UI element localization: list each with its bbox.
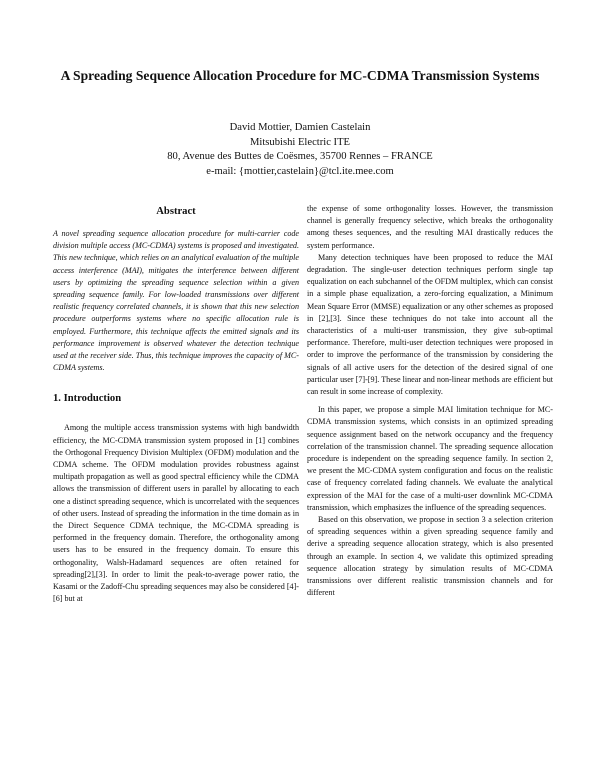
left-column <box>53 205 299 605</box>
right-paragraph-1: the expense of some orthogonality losses. However, the transmission channel is generally frequency selective, which breaks the orthogonality among theses sequences, and the resulting MAI drastically reduces the system performance. <box>307 204 553 250</box>
author-block <box>60 121 540 179</box>
right-column <box>307 203 553 600</box>
abstract-text: A novel spreading sequence allocation procedure for multi-carrier code division multiple access (MC-CDMA) systems is proposed and investigated. This new technique, which relies on an analytical evaluation of the multiple access interference (MAI), mitigates the interference between different users by optimizing the spreading sequence selection within a given spreading sequence family. For low-loaded transmissions over different realistic frequency correlated channels, it is shown that this new selection procedure outperforms systems where no specific allocation rule is employed. Furthermore, this technique affects the emitted signals and its performance improvement is observed whatever the detection technique used at the receiver side. Thus, this technique improves the capacity of MC-CDMA systems. <box>53 229 299 373</box>
right-paragraph-2: Many detection techniques have been proposed to reduce the MAI degradation. The single-user detection techniques perform single tap equalization on each subchannel of the OFDM multiplex, which can consist in a simple phase equalization, a zero-forcing equalization, a Minimum Mean Square Error (MMSE) equalization or any other schemes as proposed in [2],[3]. Since these techniques do not take into account all the characteristics of a multi-user transmission, they give sub-optimal performance. Therefore, multi-user detection techniques were proposed in order to improve the performance of the transmission by considering the signals of all active users for the detection of the desired signal of one particular user [7]-[9]. These linear and non-linear methods are efficient but can result in some increase of complexity. <box>307 252 553 397</box>
address: 80, Avenue des Buttes de Coësmes, 35700 Rennes – FRANCE <box>167 151 433 162</box>
section-heading-introduction: 1. Introduction <box>53 393 122 405</box>
author-names: David Mottier, Damien Castelain <box>229 122 371 133</box>
affiliation: Mitsubishi Electric ITE <box>249 136 351 148</box>
intro-paragraph-1: Among the multiple access transmission systems with high bandwidth efficiency, the MC-CDMA transmission system proposed in [1] combines the Orthogonal Frequency Division Multiplex (OFDM) modulation and the CDMA scheme. The OFDM modulation provides robustness against multipath propagation as well as good spectral efficiency while the CDMA allows the transmission of different users in parallel by allocating to each one a distinct spreading sequence, which is uncorrelated with the sequences of other users. Instead of spreading the information in the time domain as in the Direct Sequence CDMA technique, the MC-CDMA spreading is performed in the frequency domain. Therefore, the orthogonality among users has to be ensured in the frequency domain. To ensure this orthogonality, Walsh-Hadamard sequences are often retained for spreading[2],[3]. In order to limit the peak-to-average power ratio, the Kasami or the Zadoff-Chu spreading sequences may also be considered [4]-[6] but at <box>53 423 299 604</box>
right-paragraph-4: Based on this observation, we propose in section 3 a selection criterion of spreading sequences within a given spreading sequence family and derive a spreading sequence allocation strategy, which is also presented through an example. In section 4, we validate this optimized spreading sequence allocation strategy by simulation results of MC-CDMA transmissions over different realistic transmission channels and for different <box>307 515 553 598</box>
paper-title: A Spreading Sequence Allocation Procedure for MC-CDMA Transmission Systems <box>60 68 540 83</box>
right-paragraph-3: In this paper, we propose a simple MAI limitation technique for MC-CDMA transmission systems, which consists in an optimized spreading sequence assignment based on the network occupancy and the frequency correlation of the transmission channel. The spreading sequence allocation procedure is independent on the spreading sequence family. In section 2, we present the MC-CDMA system configuration and focus on the realistic case of frequency correlated fading channels. We evaluate the analytical expression of the MAI for the case of a multi-user downlink MC-CDMA transmission, which emphasizes the influence of the spreading sequences. <box>307 405 553 512</box>
email: e-mail: {mottier,castelain}@tcl.ite.mee.com <box>206 165 394 177</box>
abstract-heading: Abstract <box>156 206 196 217</box>
